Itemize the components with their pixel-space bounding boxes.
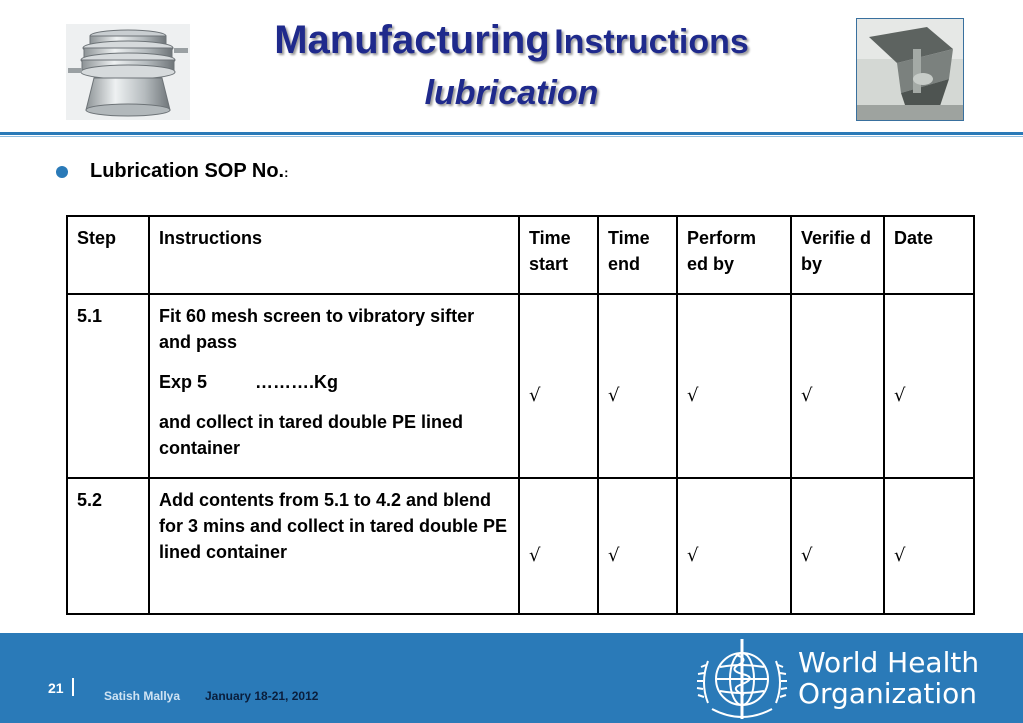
exp-label: Exp 5 <box>159 372 208 392</box>
title-divider <box>0 132 1023 135</box>
checkmark-icon: √ <box>529 385 541 406</box>
instruction-exp-line <box>159 369 509 395</box>
checkmark-icon: √ <box>608 545 620 566</box>
title-block <box>0 0 1023 130</box>
bullet-point-icon <box>56 166 68 178</box>
instruction-text: Fit 60 mesh screen to vibratory sifter and pass <box>159 306 475 352</box>
checkmark-icon: √ <box>529 545 541 566</box>
who-wordmark-line1: World Health <box>798 646 980 679</box>
step-number: 5.1 <box>67 294 149 478</box>
header-verified-by: Verifie d by <box>791 216 884 294</box>
page-number: 21 <box>48 680 64 696</box>
bullet-text <box>90 160 288 183</box>
exp-value-blank: ……….Kg <box>255 372 339 392</box>
instruction-text-continued: and collect in tared double PE lined container <box>159 412 464 458</box>
bullet-colon: : <box>284 165 289 180</box>
title-divider-thin <box>0 136 1023 137</box>
slide-subtitle: lubrication <box>424 74 599 112</box>
footer-author: Satish Mallya <box>104 689 181 703</box>
machine-photo <box>856 18 964 121</box>
who-emblem-icon <box>694 633 790 723</box>
check-time-start <box>519 294 598 478</box>
check-performed-by <box>677 294 791 478</box>
bullet-label: Lubrication SOP No. <box>90 160 285 182</box>
machine-photo-drawing <box>857 19 963 120</box>
checkmark-icon: √ <box>801 545 813 566</box>
header-instructions: Instructions <box>149 216 519 294</box>
who-wordmark <box>798 647 979 709</box>
checkmark-icon: √ <box>608 385 620 406</box>
sop-table <box>66 215 975 615</box>
header-time-start: Time start <box>519 216 598 294</box>
checkmark-icon: √ <box>894 545 906 566</box>
instruction-cell <box>149 478 519 614</box>
table-header-row <box>67 216 974 294</box>
check-time-end <box>598 478 677 614</box>
check-date <box>884 294 974 478</box>
instruction-text: Add contents from 5.1 to 4.2 and blend for 3 mins and collect in tared double PE lined container <box>159 490 508 562</box>
header-time-end: Time end <box>598 216 677 294</box>
checkmark-icon: √ <box>894 385 906 406</box>
table-row <box>67 478 974 614</box>
checkmark-icon: √ <box>687 385 699 406</box>
check-time-end <box>598 294 677 478</box>
header-step: Step <box>67 216 149 294</box>
footer-date: January 18-21, 2012 <box>205 689 319 703</box>
check-performed-by <box>677 478 791 614</box>
footer-bar <box>0 633 1023 723</box>
table-row <box>67 294 974 478</box>
check-time-start <box>519 478 598 614</box>
checkmark-icon: √ <box>687 545 699 566</box>
instruction-cell <box>149 294 519 478</box>
title-secondary-word: Instructions <box>554 23 749 61</box>
title-main-word: Manufacturing <box>274 18 550 62</box>
check-date <box>884 478 974 614</box>
step-number: 5.2 <box>67 478 149 614</box>
who-wordmark-line2: Organization <box>798 677 978 710</box>
header-performed-by: Perform ed by <box>677 216 791 294</box>
check-verified-by <box>791 294 884 478</box>
header-date: Date <box>884 216 974 294</box>
checkmark-icon: √ <box>801 385 813 406</box>
check-verified-by <box>791 478 884 614</box>
footer-separator <box>72 678 74 696</box>
